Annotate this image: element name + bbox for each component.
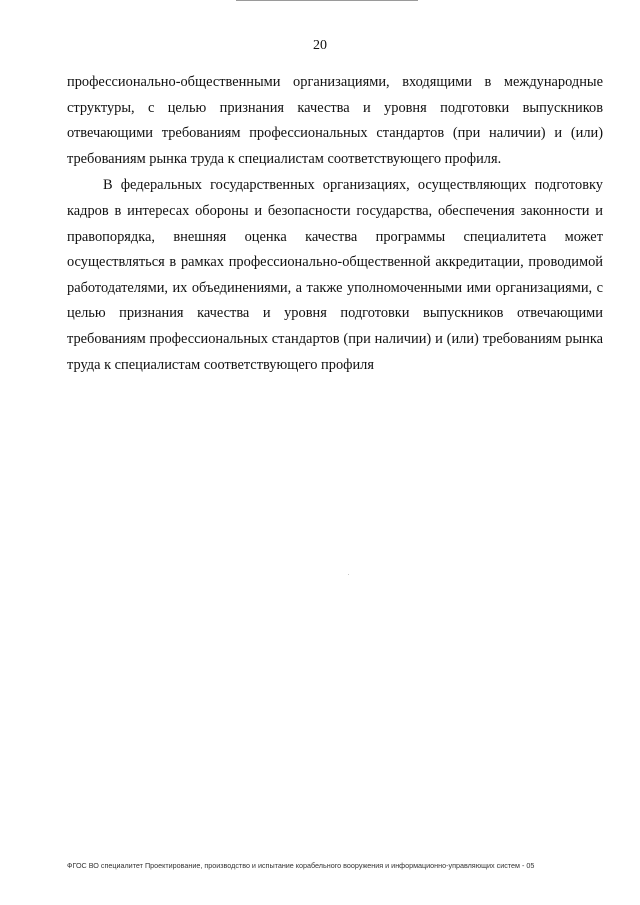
top-border-line (236, 0, 418, 1)
body-text (67, 70, 603, 378)
scan-speck (348, 574, 349, 575)
page-number: 20 (313, 38, 327, 53)
paragraph-federal-organizations: В федеральных государственных организациях, осуществляющих подготовку кадров в интересах обороны и безопасности государства, обеспечения законности и правопорядка, внешняя оценка качества программы специалитета может осуществляться в рамках профессионально-общественной аккредитации, проводимой работодателями, их объединениями, а также уполномоченными ими организациями, с целью признания качества и уровня подготовки выпускников отвечающими требованиям профессиональных стандартов (при наличии) и (или) требованиям рынка труда к специалистам соответствующего профиля (67, 177, 603, 373)
paragraph-continuation: профессионально-общественными организациями, входящими в международные структуры, с целью признания качества и уровня подготовки выпускников отвечающими требованиям профессиональных стандартов (при наличии) и (или) требованиям рынка труда к специалистам соответствующего профиля. (67, 74, 603, 167)
footer-standard-title: ФГОС ВО специалитет Проектирование, производство и испытание корабельного вооружения и информационно-управляющих систем - 05 (67, 861, 535, 870)
